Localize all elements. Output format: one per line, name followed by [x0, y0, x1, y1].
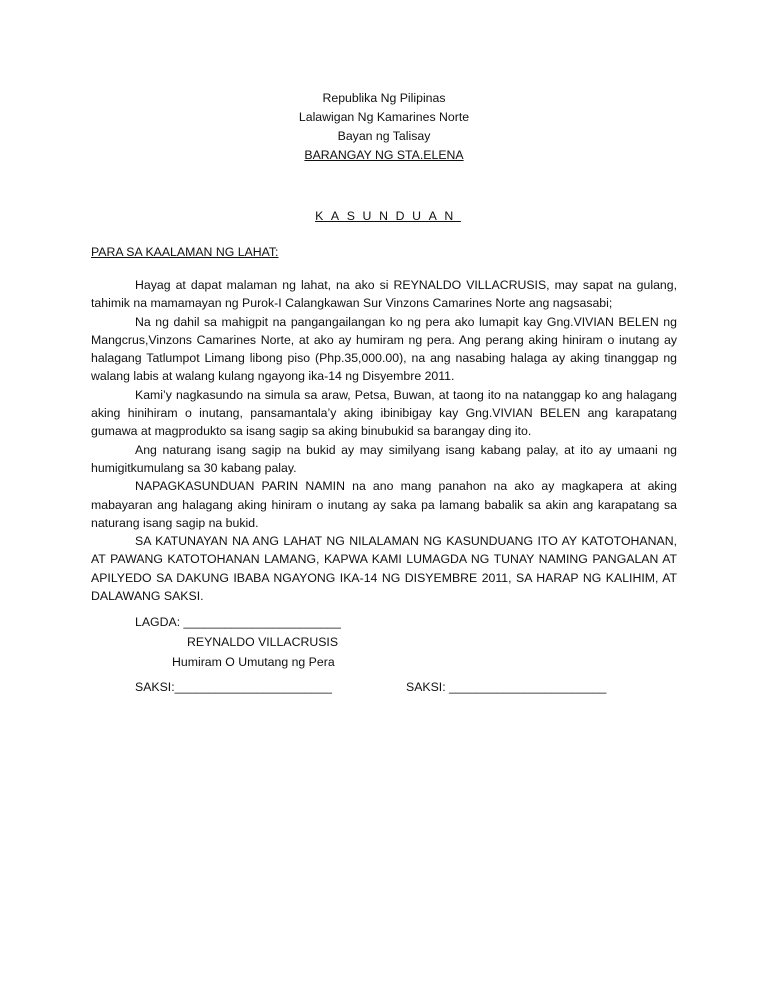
document-body — [91, 276, 677, 605]
paragraph-6: SA KATUNAYAN NA ANG LAHAT NG NILALAMAN NG KASUNDUANG ITO AY KATOTOHANAN, AT PAWANG KATOTOHANAN LAMANG, KAPWA KAMI LUMAGDA NG TUNAY NAMING PANGALAN AT APILYEDO SA DAKUNG IBABA NGAYONG IKA-14 NG DISYEMBRE 2011, SA HARAP NG KALIHIM, AT DALAWANG SAKSI. — [91, 534, 677, 604]
paragraph-3: Kami’y nagkasundo na simula sa araw, Petsa, Buwan, at taong ito na natanggap ko ang halagang aking hinihiram o inutang, pansamantala’y aking ibinibigay kay Gng.VIVIAN BELEN ang karapatang gumawa at magprodukto sa isang sagip sa aking binubukid sa barangay ding ito. — [91, 387, 677, 439]
header-municipality: Bayan ng Talisay — [337, 129, 431, 143]
signature-line: LAGDA: _______________________ — [135, 615, 341, 629]
document-title: KASUNDUAN — [315, 209, 461, 223]
paragraph-5: NAPAGKASUNDUAN PARIN NAMIN na ano mang panahon na ako ay magkapera at aking mabayaran ang halagang aking hiniram o inutang ay saka pa lamang babalik sa akin ang karapatang sa naturang isang sagip na bukid. — [91, 479, 677, 530]
signatory-role: Humiram O Umutang ng Pera — [172, 655, 335, 669]
header-province: Lalawigan Ng Kamarines Norte — [298, 110, 470, 124]
document-header — [0, 89, 768, 165]
header-republic: Republika Ng Pilipinas — [322, 91, 446, 105]
witness-line-2: SAKSI: _______________________ — [406, 680, 607, 694]
salutation: PARA SA KAALAMAN NG LAHAT: — [91, 245, 279, 259]
header-barangay: BARANGAY NG STA.ELENA — [304, 148, 464, 162]
paragraph-4: Ang naturang isang sagip na bukid ay may similyang isang kabang palay, at ito ay umaani ng humigitkumulang sa 30 kabang palay. — [91, 442, 677, 475]
signature-block — [135, 612, 341, 672]
signatory-name: REYNALDO VILLACRUSIS — [187, 635, 339, 649]
witness-line-1: SAKSI:_______________________ — [135, 680, 332, 694]
paragraph-1: Hayag at dapat malaman ng lahat, na ako si REYNALDO VILLACRUSIS, may sapat na gulang, tahimik na mamamayan ng Purok-I Calangkawan Sur Vinzons Camarines Norte ang nagsasabi; — [91, 278, 677, 311]
paragraph-2: Na ng dahil sa mahigpit na pangangailangan ko ng pera ako lumapit kay Gng.VIVIAN BELEN ng Mangcrus,Vinzons Camarines Norte, at ako ay humiram ng pera. Ang perang aking hiniram o inutang ay halagang Tatlumpot Limang libong piso (Php.35,000.00), na ang nasabing halaga ay aking tinanggap ng walang labis at walang kulang ngayong ika-14 ng Disyembre 2011. — [91, 314, 677, 384]
